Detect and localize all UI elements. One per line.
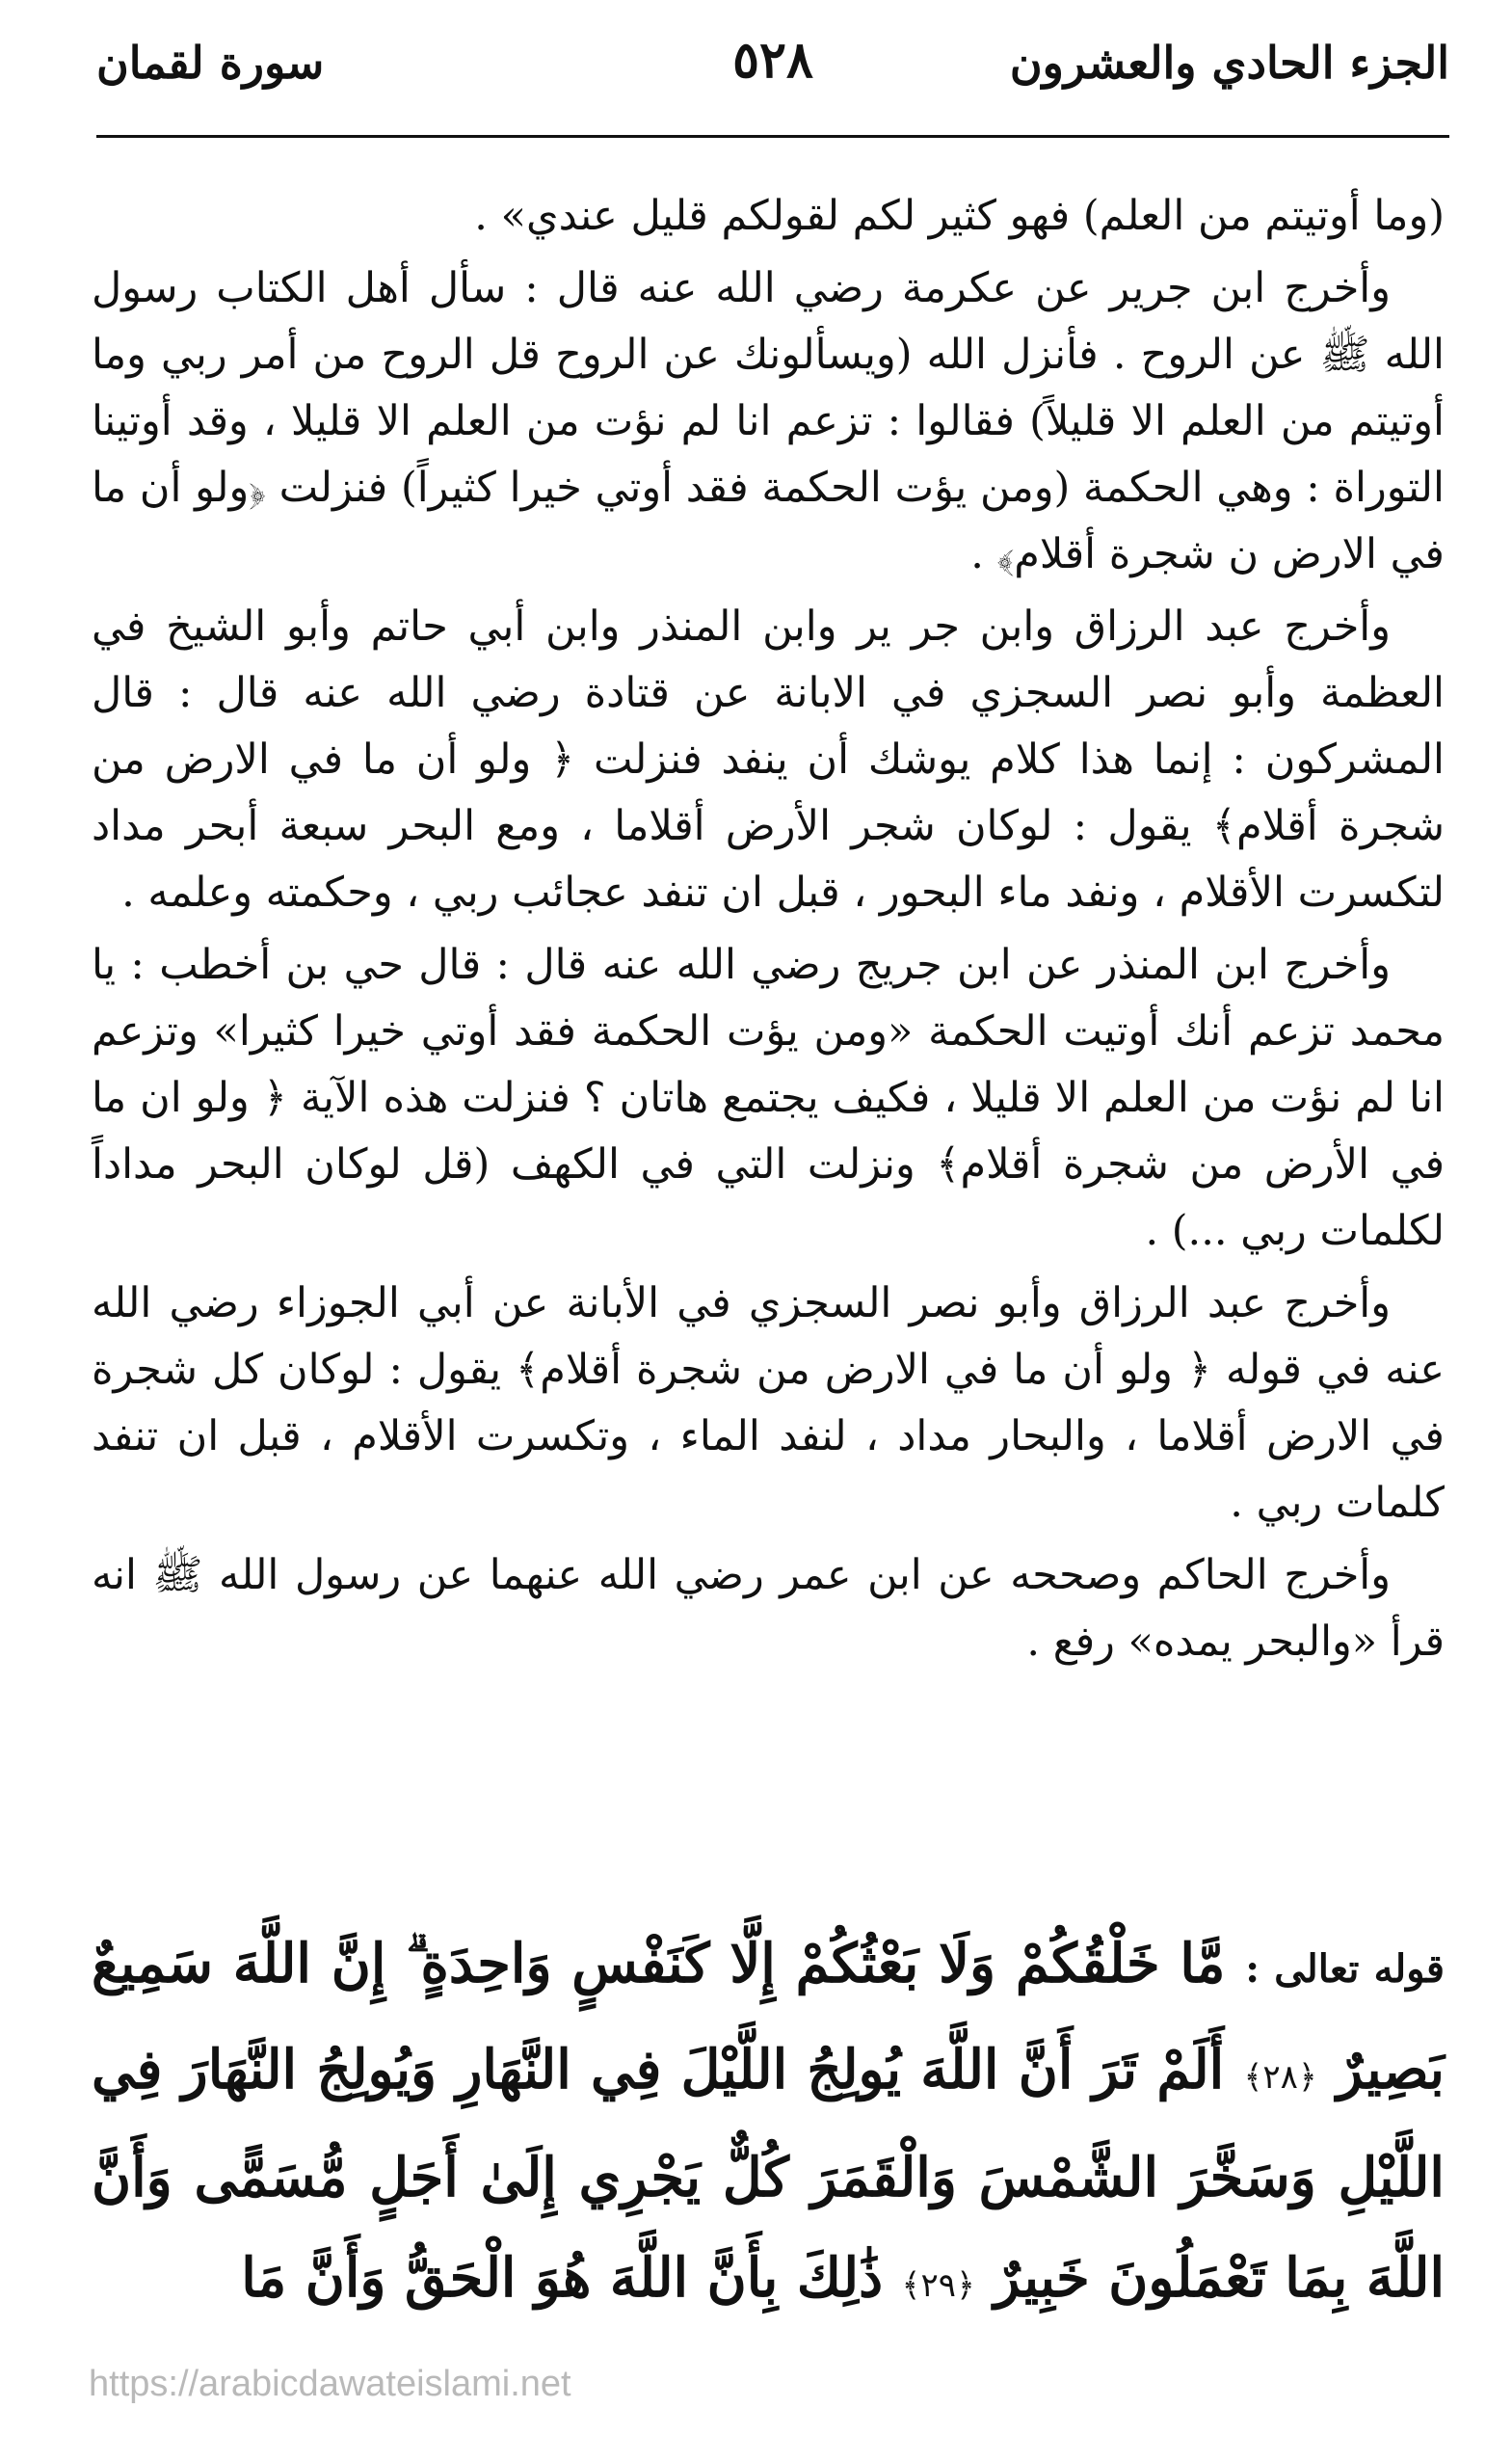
paragraph-qatadah: وأخرج عبد الرزاق وابن جر ير وابن المنذر وابن أبي حاتم وأبو الشيخ في العظمة وأبو نصر السجزي في الابانة عن قتادة رضي الله عنه قال : قال المشركون : إنما هذا كلام يوشك أن ينفد فنزلت ﴿ ولو أن ما في الارض من شجرة أقلام﴾ يقول : لوكان شجر الأرض أقلاما ، ومع البحر سبعة أبحر مداد لتكسرت الأقلام ، ونفد ماء البحور ، قبل ان تنفد عجائب ربي ، وحكمته وعلمه . <box>92 602 1445 917</box>
watermark-url: https://arabicdawateislami.net <box>89 2364 571 2404</box>
page-body <box>92 183 1445 1841</box>
ayah-number-28: ﴿٢٨﴾ <box>1243 2058 1317 2097</box>
verse-intro: قوله تعالى : <box>1245 1946 1445 1992</box>
paragraph-ikrimah: وأخرج ابن جرير عن عكرمة رضي الله عنه قال : سأل أهل الكتاب رسول الله ﷺ عن الروح . فأنزل الله (ويسألونك عن الروح قل الروح من أمر ربي وما أوتيتم من العلم الا قليلاً) فقالوا : تزعم انا لم نؤت من العلم الا قليلا ، وقد أوتينا التوراة : وهي الحكمة (ومن يؤت الحكمة فقد أوتي خيرا كثيراً) فنزلت ﴿ولو أن ما في الارض ن شجرة أقلام﴾ . <box>92 264 1445 578</box>
quran-text-block <box>92 1913 1445 2336</box>
header-divider <box>96 135 1449 138</box>
paragraph-abul-jawza: وأخرج عبد الرزاق وأبو نصر السجزي في الأبانة عن أبي الجوزاء رضي الله عنه في قوله ﴿ ولو أن ما في الارض من شجرة أقلام﴾ يقول : لوكان كل شجرة في الارض أقلاما ، والبحار مداد ، لنفد الماء ، وتكسرت الأقلام ، قبل ان تنفد كلمات ربي . <box>92 1279 1445 1527</box>
page-number: ٥٢٨ <box>732 31 813 90</box>
surah-title: سورة لقمان <box>96 37 325 89</box>
page-header <box>96 27 1449 133</box>
paragraph-ibn-jurayj: وأخرج ابن المنذر عن ابن جريج رضي الله عنه قال : قال حي بن أخطب : يا محمد تزعم أنك أوتيت الحكمة «ومن يؤت الحكمة فقد أوتي خيرا كثيرا» وتزعم انا لم نؤت من العلم الا قليلا ، فكيف يجتمع هاتان ؟ فنزلت هذه الآية ﴿ ولو ان ما في الأرض من شجرة أقلام﴾ ونزلت التي في الكهف (قل لوكان البحر مداداً لكلمات ربي ...) . <box>92 941 1445 1255</box>
verse-29-text: أَلَمْ تَرَ أَنَّ اللَّهَ يُولِجُ اللَّيْلَ فِي النَّهَارِ وَيُولِجُ النَّهَارَ فِي اللَّيْلِ وَسَخَّرَ الشَّمْسَ وَالْقَمَرَ كُلٌّ يَجْرِي إِلَىٰ أَجَلٍ مُّسَمًّى وَأَنَّ اللَّهَ بِمَا تَعْمَلُونَ خَبِيرٌ <box>92 2038 1445 2310</box>
verse-30-text: ذَٰلِكَ بِأَنَّ اللَّهَ هُوَ الْحَقُّ وَأَنَّ مَا <box>241 2246 884 2310</box>
quran-verses <box>92 1913 1445 2318</box>
ayah-number-29: ﴿٢٩﴾ <box>901 2266 975 2305</box>
verse-28-text: مَّا خَلْقُكُمْ وَلَا بَعْثُكُمْ إِلَّا كَنَفْسٍ وَاحِدَةٍ ۗ إِنَّ اللَّهَ سَمِيعٌ بَصِيرٌ <box>92 1932 1446 2101</box>
paragraph-continuation: (وما أوتيتم من العلم) فهو كثير لكم لقولكم قليل عندي» . <box>474 192 1445 240</box>
part-title: الجزء الحادي والعشرون <box>1009 37 1449 89</box>
paragraph-hakim: وأخرج الحاكم وصححه عن ابن عمر رضي الله عنهما عن رسول الله ﷺ انه قرأ «والبحر يمده» رفع . <box>92 1551 1445 1666</box>
